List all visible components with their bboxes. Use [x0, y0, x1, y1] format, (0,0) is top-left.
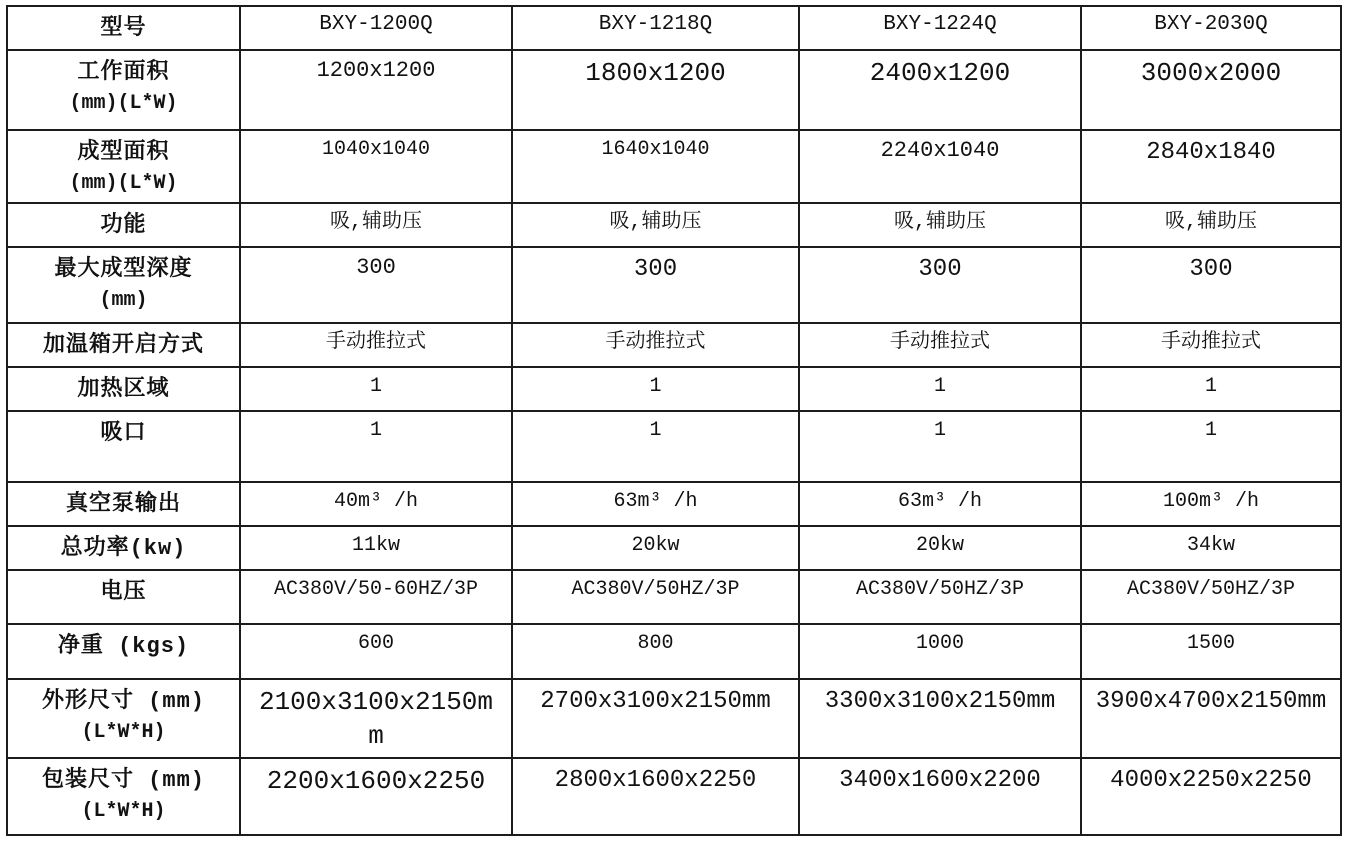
spec-row [7, 203, 1341, 247]
spec-row-label [7, 570, 240, 624]
spec-cell: 1040x1040 [240, 130, 512, 203]
spec-row-label [7, 526, 240, 570]
spec-row-label-unit: (L*W*H) [81, 800, 166, 824]
spec-row-label-text: 包装尺寸 (mm) [41, 768, 205, 794]
spec-row [7, 526, 1341, 570]
spec-cell: 1200x1200 [240, 50, 512, 130]
spec-row [7, 411, 1341, 482]
spec-cell: 2200x1600x2250 [240, 758, 512, 835]
spec-row-label [7, 323, 240, 367]
spec-cell: 600 [240, 624, 512, 679]
spec-cell: 手动推拉式 [799, 323, 1081, 367]
spec-row-label-text: 加温箱开启方式 [42, 332, 204, 358]
spec-row [7, 758, 1341, 835]
spec-row-label [7, 679, 240, 759]
spec-cell: 4000x2250x2250 [1081, 758, 1341, 835]
spec-cell: 2240x1040 [799, 130, 1081, 203]
spec-cell: 手动推拉式 [1081, 323, 1341, 367]
header-model-4: BXY-2030Q [1081, 6, 1341, 50]
spec-row-label-text: 外形尺寸 (mm) [41, 688, 205, 714]
spec-row-label-text: 净重 (kgs) [57, 633, 190, 659]
spec-row-label [7, 367, 240, 411]
header-model-label: 型号 [7, 6, 240, 50]
spec-row [7, 679, 1341, 759]
spec-row [7, 570, 1341, 624]
spec-row-label-text: 总功率(kw) [60, 535, 187, 561]
spec-cell: 20kw [512, 526, 799, 570]
spec-table-body [7, 50, 1341, 835]
spec-cell: 2700x3100x2150mm [512, 679, 799, 759]
spec-cell: 3300x3100x2150mm [799, 679, 1081, 759]
spec-row-label [7, 624, 240, 679]
spec-row [7, 323, 1341, 367]
spec-cell: 2840x1840 [1081, 130, 1341, 203]
spec-cell: 1640x1040 [512, 130, 799, 203]
spec-cell: 1 [512, 411, 799, 482]
spec-cell: 2400x1200 [799, 50, 1081, 130]
spec-cell: 手动推拉式 [240, 323, 512, 367]
spec-cell: 1000 [799, 624, 1081, 679]
spec-cell: 300 [799, 247, 1081, 323]
spec-cell: 1 [1081, 367, 1341, 411]
spec-cell: 1 [240, 411, 512, 482]
spec-cell: 300 [512, 247, 799, 323]
spec-row-label-text: 功能 [100, 212, 147, 238]
spec-row-label [7, 411, 240, 482]
spec-row-label [7, 130, 240, 203]
spec-cell: 800 [512, 624, 799, 679]
spec-cell: 1 [1081, 411, 1341, 482]
spec-cell: 11kw [240, 526, 512, 570]
spec-cell: 300 [1081, 247, 1341, 323]
spec-cell: 63m³ /h [512, 482, 799, 526]
spec-cell: 吸,辅助压 [512, 203, 799, 247]
spec-row-label [7, 247, 240, 323]
spec-cell: 20kw [799, 526, 1081, 570]
spec-cell: AC380V/50-60HZ/3P [240, 570, 512, 624]
spec-cell: 34kw [1081, 526, 1341, 570]
spec-cell: 1 [512, 367, 799, 411]
spec-row-label-text: 最大成型深度 [54, 256, 193, 282]
spec-row [7, 130, 1341, 203]
spec-table [6, 5, 1342, 836]
spec-row-label-text: 电压 [100, 579, 147, 605]
spec-row-label [7, 50, 240, 130]
header-row [7, 6, 1341, 50]
spec-row-label [7, 482, 240, 526]
spec-cell: 1 [799, 367, 1081, 411]
spec-row-label-text: 工作面积 [77, 59, 170, 85]
spec-row-label [7, 758, 240, 835]
spec-cell: AC380V/50HZ/3P [799, 570, 1081, 624]
spec-cell: AC380V/50HZ/3P [1081, 570, 1341, 624]
spec-row [7, 367, 1341, 411]
header-model-3: BXY-1224Q [799, 6, 1081, 50]
spec-row-label-text: 成型面积 [77, 139, 170, 165]
spec-row-label-text: 加热区域 [77, 376, 170, 402]
header-model-2: BXY-1218Q [512, 6, 799, 50]
spec-row-label-unit: (mm)(L*W) [69, 91, 178, 115]
spec-cell: 3000x2000 [1081, 50, 1341, 130]
spec-cell: 3400x1600x2200 [799, 758, 1081, 835]
spec-cell: 吸,辅助压 [799, 203, 1081, 247]
spec-cell: 吸,辅助压 [240, 203, 512, 247]
spec-cell: 1800x1200 [512, 50, 799, 130]
spec-row-label-unit: (L*W*H) [81, 720, 166, 744]
spec-cell: 1500 [1081, 624, 1341, 679]
spec-cell: 2100x3100x2150mm [240, 679, 512, 759]
spec-cell: 300 [240, 247, 512, 323]
spec-cell: 吸,辅助压 [1081, 203, 1341, 247]
spec-cell: 40m³ /h [240, 482, 512, 526]
spec-cell: 3900x4700x2150mm [1081, 679, 1341, 759]
spec-cell: 1 [799, 411, 1081, 482]
spec-row [7, 50, 1341, 130]
spec-row [7, 247, 1341, 323]
spec-cell: 2800x1600x2250 [512, 758, 799, 835]
spec-cell: 63m³ /h [799, 482, 1081, 526]
spec-row [7, 482, 1341, 526]
header-model-1: BXY-1200Q [240, 6, 512, 50]
spec-row-label-unit: (mm)(L*W) [69, 171, 178, 195]
spec-cell: 1 [240, 367, 512, 411]
spec-cell: 100m³ /h [1081, 482, 1341, 526]
spec-row-label-unit: (mm) [99, 288, 148, 312]
spec-row [7, 624, 1341, 679]
spec-row-label-text: 吸口 [100, 420, 147, 446]
spec-row-label [7, 203, 240, 247]
spec-row-label-text: 真空泵输出 [65, 491, 181, 517]
spec-cell: AC380V/50HZ/3P [512, 570, 799, 624]
spec-cell: 手动推拉式 [512, 323, 799, 367]
